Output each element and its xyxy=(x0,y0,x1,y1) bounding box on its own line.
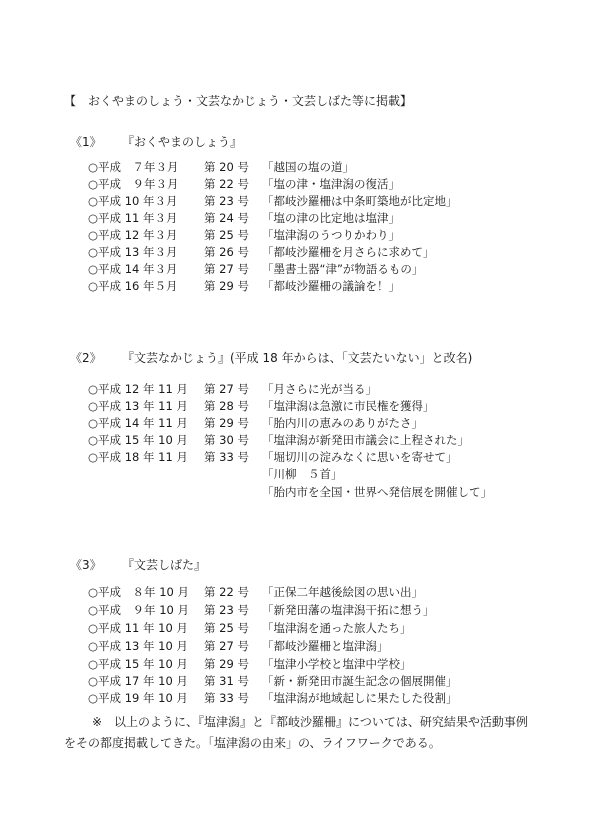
entry-date: ○平成 11 年３月 xyxy=(88,211,178,225)
entry-issue: 第 29 号 xyxy=(204,657,249,671)
entry-title: 「堀切川の淀みなくに思いを寄せて」 xyxy=(262,450,458,464)
section-2-title xyxy=(70,349,472,366)
entry-issue: 第 33 号 xyxy=(204,450,249,464)
entry-title: 「塩津潟が地域起しに果たした役割」 xyxy=(262,691,458,705)
entry-date: ○平成 15 年 10 月 xyxy=(88,433,188,447)
entry-issue: 第 20 号 xyxy=(204,160,249,174)
entry-issue: 第 27 号 xyxy=(204,262,249,276)
entry-title: 「都岐沙羅柵は中条町築地が比定地」 xyxy=(262,194,458,208)
entry-title: 「正保二年越後絵図の思い出」 xyxy=(262,585,423,599)
entry-issue: 第 24 号 xyxy=(204,211,249,225)
entry-title: 「越国の塩の道」 xyxy=(262,160,354,174)
entry-title: 「塩津潟は急激に市民権を獲得」 xyxy=(262,399,435,413)
entry-issue: 第 23 号 xyxy=(204,603,249,617)
entry-issue: 第 22 号 xyxy=(204,585,249,599)
entry-date: ○平成 14 年 11 月 xyxy=(88,416,188,430)
entry-issue: 第 22 号 xyxy=(204,177,249,191)
entry-issue: 第 23 号 xyxy=(204,194,249,208)
section-number: 《2》 xyxy=(70,351,102,365)
document-heading: 【 おくやまのしょう・文芸なかじょう・文芸しばた等に掲載】 xyxy=(64,94,413,108)
entry-date: ○平成 ９年３月 xyxy=(88,177,179,191)
entry-date: ○平成 13 年 11 月 xyxy=(88,399,188,413)
entry-issue: 第 25 号 xyxy=(204,621,249,635)
entry-date: ○平成 11 年 10 月 xyxy=(88,621,188,635)
entry-date: ○平成 ９年 10 月 xyxy=(88,603,189,617)
entry-title: 「塩津潟を通った旅人たち」 xyxy=(262,621,412,635)
entry-title: 「月さらに光が当る」 xyxy=(262,382,377,396)
entry-date: ○平成 14 年３月 xyxy=(88,262,178,276)
entry-issue: 第 31 号 xyxy=(204,674,249,688)
section-title-text: 『文芸しばた』 xyxy=(122,558,207,572)
entry-title: 「新発田藩の塩津潟干拓に想う」 xyxy=(262,603,435,617)
closing-note: ※ 以上のように、『塩津潟』と『都岐沙羅柵』については、研究結果や活動事例をその都度掲載してきた。「塩津潟の由来」の、ライフワークである。 xyxy=(64,715,528,750)
entry-date: ○平成 19 年 10 月 xyxy=(88,691,188,705)
entry-title: 「胎内市を全国・世界へ発信展を開催して」 xyxy=(262,485,492,499)
entry-issue: 第 27 号 xyxy=(204,639,249,653)
entry-title: 「都岐沙羅柵と塩津潟」 xyxy=(262,639,389,653)
entry-date: ○平成 12 年 11 月 xyxy=(88,382,188,396)
entry-issue: 第 25 号 xyxy=(204,228,249,242)
entry-title: 「塩津潟のうつりかわり」 xyxy=(262,228,400,242)
entry-title: 「新・新発田市誕生記念の個展開催」 xyxy=(262,674,458,688)
entry-date: ○平成 12 年３月 xyxy=(88,228,178,242)
entry-date: ○平成 13 年 10 月 xyxy=(88,639,188,653)
section-number: 《1》 xyxy=(70,135,102,149)
entry-title: 「川柳 ５首」 xyxy=(262,467,343,481)
entry-title: 「墨書土器“津”が物語るもの」 xyxy=(262,262,424,276)
entry-issue: 第 27 号 xyxy=(204,382,249,396)
entry-date: ○平成 16 年５月 xyxy=(88,279,178,293)
entry-title: 「塩の津・塩津潟の復活」 xyxy=(262,177,400,191)
entry-date: ○平成 ７年３月 xyxy=(88,160,179,174)
entry-title: 「胎内川の恵みのありがたさ」 xyxy=(262,416,423,430)
entry-date: ○平成 ８年 10 月 xyxy=(88,585,189,599)
section-3-title xyxy=(70,556,206,573)
entry-title: 「塩津小学校と塩津中学校」 xyxy=(262,657,412,671)
entry-issue: 第 33 号 xyxy=(204,691,249,705)
entry-title: 「塩津潟が新発田市議会に上程された」 xyxy=(262,433,469,447)
section-title-text: 『文芸なかじょう』(平成 18 年からは、「文芸たいない」と改名) xyxy=(122,351,473,365)
entry-issue: 第 26 号 xyxy=(204,245,249,259)
entry-issue: 第 29 号 xyxy=(204,416,249,430)
entry-date: ○平成 13 年３月 xyxy=(88,245,178,259)
entry-title: 「都岐沙羅柵の議論を！」 xyxy=(262,279,400,293)
entry-issue: 第 28 号 xyxy=(204,399,249,413)
section-title-text: 『おくやまのしょう』 xyxy=(122,135,243,149)
entry-date: ○平成 15 年 10 月 xyxy=(88,657,188,671)
entry-date: ○平成 10 年３月 xyxy=(88,194,178,208)
section-number: 《3》 xyxy=(70,558,102,572)
section-1-title xyxy=(70,133,242,150)
entry-date: ○平成 18 年 11 月 xyxy=(88,450,188,464)
entry-issue: 第 30 号 xyxy=(204,433,249,447)
entry-title: 「塩の津の比定地は塩津」 xyxy=(262,211,400,225)
entry-issue: 第 29 号 xyxy=(204,279,249,293)
entry-date: ○平成 17 年 10 月 xyxy=(88,674,188,688)
entry-title: 「都岐沙羅柵を月さらに求めて」 xyxy=(262,245,435,259)
